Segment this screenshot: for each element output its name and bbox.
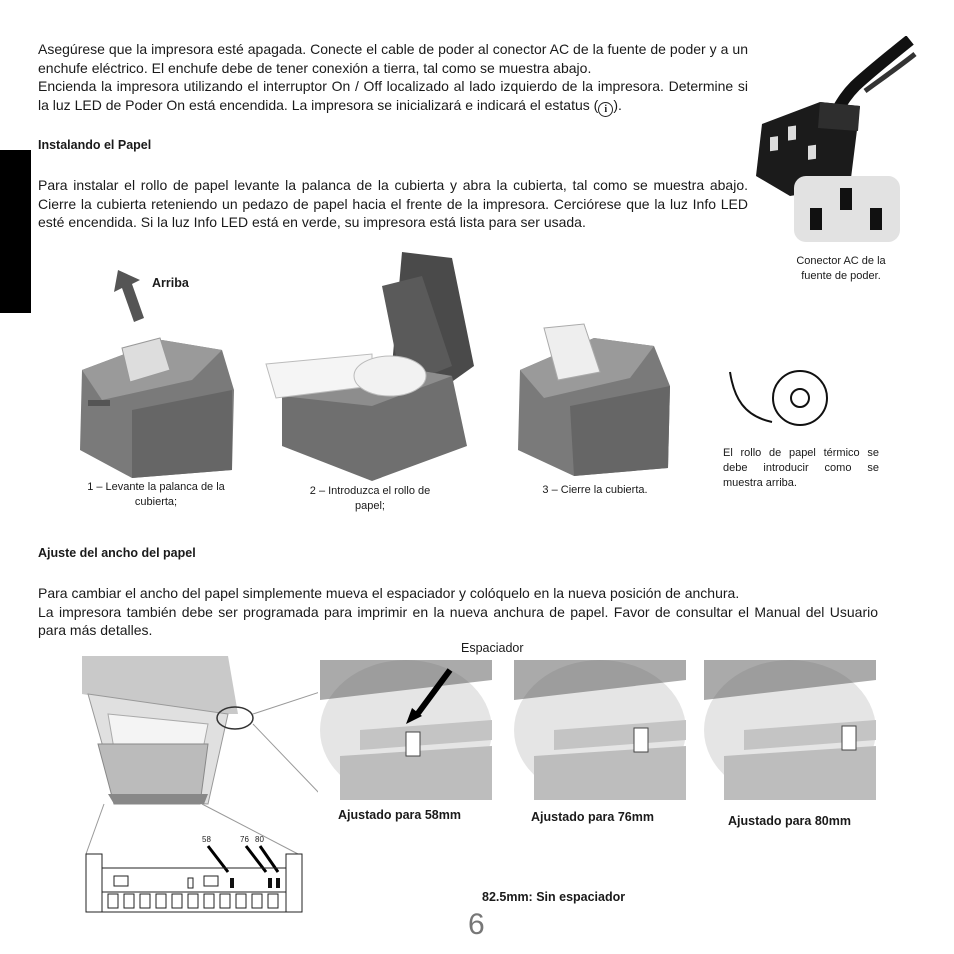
detail-58mm-image bbox=[320, 660, 492, 800]
step3-caption: 3 – Cierre la cubierta. bbox=[542, 484, 648, 496]
info-icon: i bbox=[598, 102, 613, 117]
mark-58: 58 bbox=[202, 835, 211, 844]
width-heading: Ajuste del ancho del papel bbox=[38, 546, 196, 560]
detail-76mm-image bbox=[514, 660, 686, 800]
ac-connector-image bbox=[750, 36, 920, 251]
intro-text-1: Asegúrese que la impresora esté apagada. Conecte el cable de poder al conector AC de la fuente de poder y a un enchufe eléctrico. El enchufe debe de tener conexión a tierra, tal como se muestra abajo. bbox=[38, 41, 748, 76]
up-arrow-icon bbox=[108, 266, 150, 326]
paper-paragraph: Para instalar el rollo de papel levante la palanca de la cubierta y abra la cubierta, tal como se muestra abajo. Cierre la cubierta reteniendo un pedazo de papel hacia el frente de la impresora. Cerciórese que la luz Info LED esté encendida. Si la luz Info LED está en verde, su impresora está lista para ser usada. bbox=[38, 177, 748, 230]
roll-note: El rollo de papel térmico se debe introducir como se muestra arriba. bbox=[723, 447, 879, 489]
page-number: 6 bbox=[468, 908, 485, 941]
caption-80mm: Ajustado para 80mm bbox=[728, 814, 851, 828]
caption-58mm: Ajustado para 58mm bbox=[338, 808, 461, 822]
mark-76: 76 bbox=[240, 835, 249, 844]
arrow-label: Arriba bbox=[152, 276, 189, 290]
detail-80mm-image bbox=[704, 660, 876, 800]
spacer-label: Espaciador bbox=[461, 641, 524, 655]
printer-step3-image bbox=[514, 322, 676, 478]
spacer-diagram bbox=[84, 832, 304, 914]
printer-step1-image bbox=[72, 330, 238, 480]
caption-no-spacer: 82.5mm: Sin espaciador bbox=[482, 890, 626, 904]
section-tab bbox=[0, 150, 31, 313]
caption-76mm: Ajustado para 76mm bbox=[531, 810, 654, 824]
intro-paragraph: Asegúrese que la impresora esté apagada. Conecte el cable de poder al conector AC de la fuente de poder y a un enchufe eléctrico. El enchufe debe de tener conexión a tierra, tal como se muestra abajo. Encienda la impresora utilizando el interruptor On / Off localizado al lado izquierdo de la impresora. Determine si la luz LED de Poder On está encendida. La impresora se inicializará e indicará el estatus ( i ). bbox=[38, 41, 748, 115]
ac-connector-caption: Conector AC de la fuente de poder. bbox=[796, 255, 886, 282]
step1-caption: 1 – Levante la palanca de la cubierta; bbox=[87, 481, 225, 508]
paper-roll-icon bbox=[728, 368, 832, 428]
width-paragraph: Para cambiar el ancho del papel simplemente mueva el espaciador y colóquelo en la nueva posición de anchura. La impresora también debe ser programada para imprimir en la nueva anchura de papel. Favor de consultar el Manual del Usuario para más detalles. bbox=[38, 585, 878, 638]
paper-heading: Instalando el Papel bbox=[38, 138, 152, 152]
step2-caption: 2 – Introduzca el rollo de papel; bbox=[309, 485, 431, 512]
mark-80: 80 bbox=[255, 835, 264, 844]
intro-text-2: Encienda la impresora utilizando el interruptor On / Off localizado al lado izquierdo de la impresora. Determine si la luz LED de Poder On está encendida. La impresora se inicializará e indicará el estatus ( bbox=[38, 78, 748, 113]
printer-step2-image bbox=[252, 246, 488, 486]
